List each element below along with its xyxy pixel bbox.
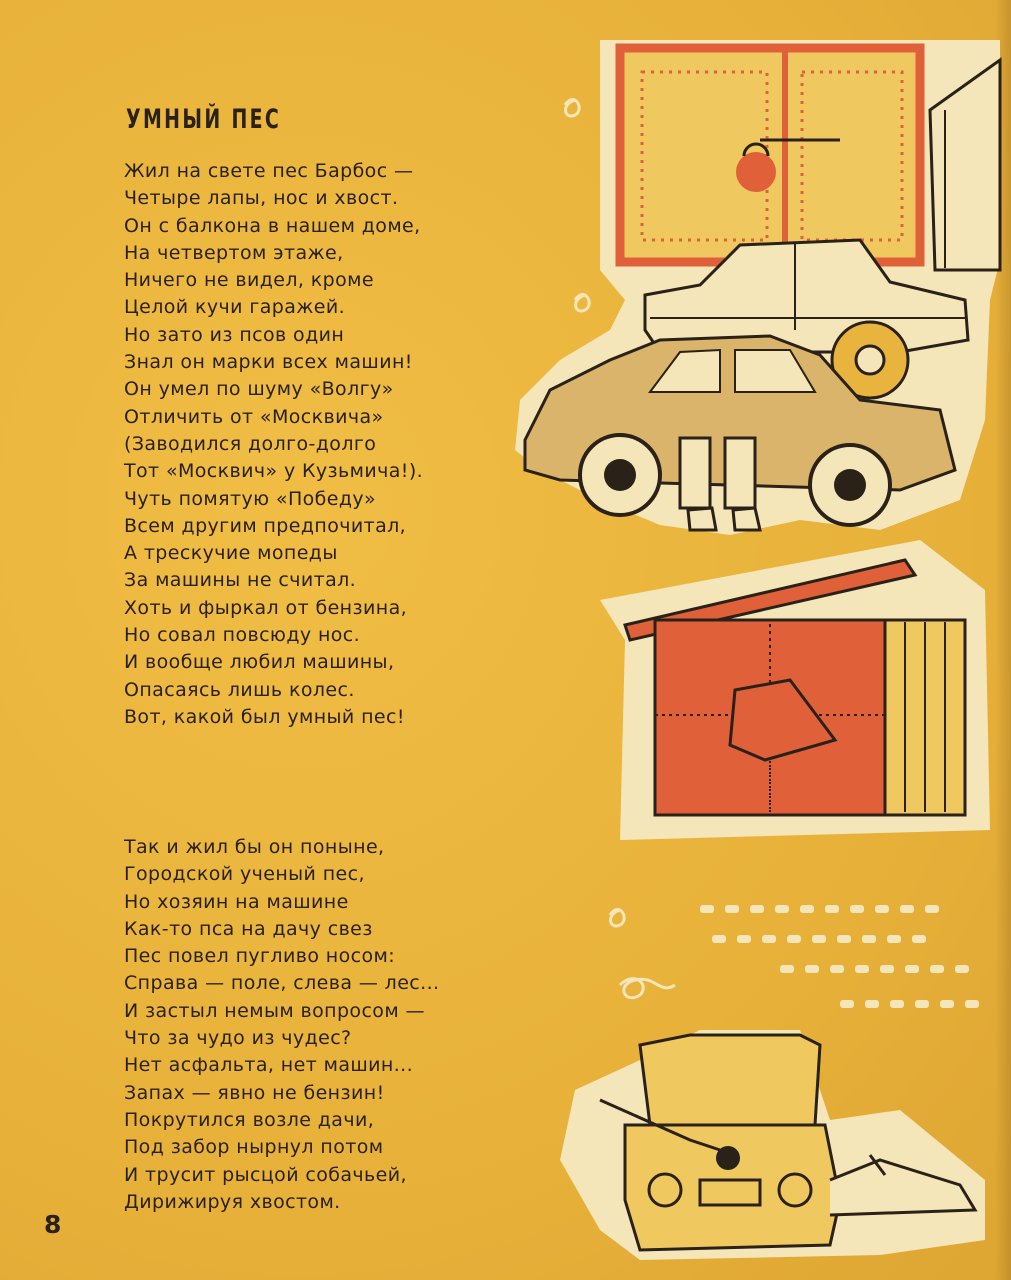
poem-line: И вообще любил машины,: [124, 651, 395, 674]
poem-line: Вот, какой был умный пес!: [124, 705, 405, 728]
open-hood-car-illustration: [560, 1030, 985, 1260]
poem-line: Знал он марки всех машин!: [124, 351, 413, 374]
poem-line: За машины не считал.: [124, 569, 357, 592]
poem-line: Как-то пса на дачу свез: [124, 917, 373, 940]
dash-pattern: [610, 905, 979, 1008]
poem-line: Справа — поле, слева — лес...: [124, 972, 440, 995]
poem-line: Четыре лапы, нос и хвост.: [124, 187, 399, 210]
poem-line: Чуть помятую «Победу»: [124, 487, 377, 510]
poem-line: Под забор нырнул потом: [124, 1136, 384, 1159]
red-shed-illustration: [600, 540, 990, 840]
poem-line: Но зато из псов один: [124, 323, 345, 346]
poem-line: Всем другим предпочитал,: [124, 514, 407, 537]
poem-line: Он с балкона в нашем доме,: [124, 214, 421, 237]
poem-line: (Заводился долго-долго: [124, 432, 377, 455]
stanza-1: [124, 158, 423, 731]
poem-line: Но совал повсюду нос.: [124, 624, 361, 647]
poem-line: А трескучие мопеды: [124, 542, 338, 565]
poem-line: Тот «Москвич» у Кузьмича!).: [124, 460, 424, 483]
stanza-2: [124, 834, 439, 1216]
poem-line: Отличить от «Москвича»: [124, 405, 384, 428]
poem-line: Что за чудо из чудес?: [124, 1027, 352, 1050]
page-number: 8: [44, 1210, 62, 1239]
garage-cars-illustration: [515, 40, 1000, 535]
poem-line: Жил на свете пес Барбос —: [124, 160, 414, 182]
poem-line: Хоть и фыркал от бензина,: [124, 596, 408, 619]
poem-line: Целой кучи гаражей.: [124, 296, 346, 319]
poem-line: Так и жил бы он поныне,: [124, 836, 385, 858]
poem-line: Но хозяин на машине: [124, 890, 349, 913]
poem-title: УМНЫЙ ПЕС: [126, 104, 282, 135]
poem-line: На четвертом этаже,: [124, 241, 344, 264]
poem-line: Пес повел пугливо носом:: [124, 945, 396, 968]
poem-line: И трусит рысцой собачьей,: [124, 1163, 407, 1186]
poem-line: Покрутился возле дачи,: [124, 1108, 375, 1131]
poem-line: Дирижируя хвостом.: [124, 1190, 341, 1213]
poem-line: Он умел по шуму «Волгу»: [124, 378, 394, 401]
poem-line: Запах — явно не бензин!: [124, 1081, 385, 1104]
poem-line: Ничего не видел, кроме: [124, 269, 374, 292]
poem-line: И застыл немым вопросом —: [124, 999, 425, 1022]
poem-line: Городской ученый пес,: [124, 863, 365, 886]
poem-line: Нет асфальта, нет машин...: [124, 1054, 414, 1077]
poem-line: Опасаясь лишь колес.: [124, 678, 355, 701]
